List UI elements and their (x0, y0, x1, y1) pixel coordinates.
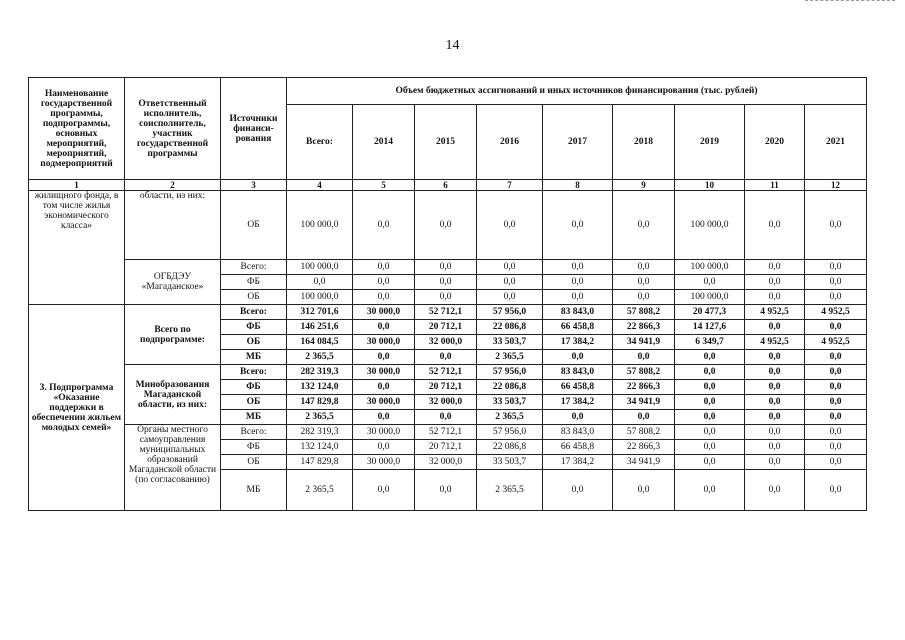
program-name-cell: жилищного фонда, в том числе жилья экономического класса» (29, 191, 125, 305)
value-cell: 0,0 (745, 365, 805, 380)
value-cell: 57 808,2 (613, 425, 675, 440)
source-cell: Всего: (221, 305, 287, 320)
source-cell: Всего: (221, 425, 287, 440)
executor-cell: Органы местного самоуправления муниципальных образований Магаданской области (по согласованию) (125, 425, 221, 511)
value-cell: 66 458,8 (543, 380, 613, 395)
value-cell: 0,0 (353, 320, 415, 335)
value-cell: 6 349,7 (675, 335, 745, 350)
value-cell: 132 124,0 (287, 440, 353, 455)
source-cell: ФБ (221, 275, 287, 290)
value-cell: 0,0 (745, 470, 805, 511)
value-cell: 0,0 (353, 380, 415, 395)
value-cell: 22 086,8 (477, 380, 543, 395)
value-cell: 0,0 (675, 440, 745, 455)
value-cell: 0,0 (805, 395, 867, 410)
header-row-top (29, 78, 867, 105)
source-cell: МБ (221, 410, 287, 425)
value-cell: 57 956,0 (477, 365, 543, 380)
column-number-row (29, 180, 867, 191)
value-cell: 0,0 (805, 320, 867, 335)
value-cell: 32 000,0 (415, 455, 477, 470)
value-cell: 0,0 (745, 275, 805, 290)
value-cell: 30 000,0 (353, 305, 415, 320)
value-cell: 0,0 (415, 260, 477, 275)
value-cell: 30 000,0 (353, 365, 415, 380)
source-cell: ОБ (221, 455, 287, 470)
value-cell: 0,0 (675, 395, 745, 410)
value-cell: 0,0 (613, 410, 675, 425)
value-cell: 0,0 (805, 470, 867, 511)
value-cell: 30 000,0 (353, 395, 415, 410)
value-cell: 33 503,7 (477, 455, 543, 470)
value-cell: 0,0 (477, 290, 543, 305)
value-cell: 57 808,2 (613, 305, 675, 320)
value-cell: 0,0 (543, 290, 613, 305)
value-cell: 0,0 (613, 290, 675, 305)
value-cell: 0,0 (613, 275, 675, 290)
value-cell: 0,0 (543, 350, 613, 365)
value-cell: 146 251,6 (287, 320, 353, 335)
value-cell: 0,0 (745, 410, 805, 425)
header-year: 2018 (613, 105, 675, 180)
value-cell: 0,0 (415, 290, 477, 305)
header-year: 2021 (805, 105, 867, 180)
value-cell: 132 124,0 (287, 380, 353, 395)
value-cell: 0,0 (675, 380, 745, 395)
value-cell: 0,0 (287, 275, 353, 290)
value-cell: 0,0 (675, 365, 745, 380)
value-cell: 0,0 (353, 290, 415, 305)
value-cell: 0,0 (613, 350, 675, 365)
value-cell: 0,0 (805, 290, 867, 305)
value-cell: 17 384,2 (543, 395, 613, 410)
value-cell: 0,0 (745, 425, 805, 440)
executor-cell: Всего по подпрограмме: (125, 305, 221, 365)
value-cell: 2 365,5 (477, 470, 543, 511)
header-executor: Ответственный исполнитель, соисполнитель, участник государственной программы (125, 78, 221, 180)
value-cell: 30 000,0 (353, 335, 415, 350)
value-cell: 100 000,0 (675, 260, 745, 275)
column-number: 7 (477, 180, 543, 191)
source-cell: ОБ (221, 290, 287, 305)
value-cell: 0,0 (805, 440, 867, 455)
table-row (29, 365, 867, 380)
header-year: 2020 (745, 105, 805, 180)
value-cell: 0,0 (745, 395, 805, 410)
value-cell: 52 712,1 (415, 305, 477, 320)
value-cell: 0,0 (675, 470, 745, 511)
column-number: 2 (125, 180, 221, 191)
value-cell: 34 941,9 (613, 395, 675, 410)
column-number: 5 (353, 180, 415, 191)
value-cell: 312 701,6 (287, 305, 353, 320)
column-number: 1 (29, 180, 125, 191)
value-cell: 282 319,3 (287, 425, 353, 440)
value-cell: 30 000,0 (353, 455, 415, 470)
value-cell: 0,0 (613, 470, 675, 511)
value-cell: 0,0 (745, 350, 805, 365)
executor-cell: Минобразования Магаданской области, из них: (125, 365, 221, 425)
value-cell: 0,0 (805, 425, 867, 440)
page-number: 14 (445, 38, 460, 53)
source-cell: ОБ (221, 395, 287, 410)
value-cell: 0,0 (353, 191, 415, 260)
value-cell: 0,0 (745, 290, 805, 305)
value-cell: 0,0 (675, 410, 745, 425)
value-cell: 0,0 (543, 260, 613, 275)
value-cell: 33 503,7 (477, 335, 543, 350)
value-cell: 22 086,8 (477, 440, 543, 455)
header-year: 2016 (477, 105, 543, 180)
value-cell: 0,0 (745, 440, 805, 455)
value-cell: 0,0 (805, 380, 867, 395)
header-year: Всего: (287, 105, 353, 180)
value-cell: 0,0 (805, 350, 867, 365)
value-cell: 100 000,0 (675, 290, 745, 305)
value-cell: 83 843,0 (543, 425, 613, 440)
table-row (29, 305, 867, 320)
header-source: Источники финанси-рования (221, 78, 287, 180)
table-row (29, 260, 867, 275)
value-cell: 0,0 (745, 455, 805, 470)
value-cell: 17 384,2 (543, 455, 613, 470)
value-cell: 147 829,8 (287, 455, 353, 470)
value-cell: 34 941,9 (613, 455, 675, 470)
value-cell: 20 712,1 (415, 440, 477, 455)
source-cell: Всего: (221, 260, 287, 275)
value-cell: 100 000,0 (287, 260, 353, 275)
value-cell: 14 127,6 (675, 320, 745, 335)
table-row (29, 425, 867, 440)
column-number: 6 (415, 180, 477, 191)
value-cell: 0,0 (477, 260, 543, 275)
value-cell: 83 843,0 (543, 305, 613, 320)
source-cell: Всего: (221, 365, 287, 380)
value-cell: 57 808,2 (613, 365, 675, 380)
value-cell: 282 319,3 (287, 365, 353, 380)
value-cell: 0,0 (543, 191, 613, 260)
value-cell: 2 365,5 (477, 410, 543, 425)
value-cell: 52 712,1 (415, 425, 477, 440)
value-cell: 147 829,8 (287, 395, 353, 410)
value-cell: 0,0 (353, 275, 415, 290)
value-cell: 0,0 (745, 320, 805, 335)
value-cell: 57 956,0 (477, 425, 543, 440)
value-cell: 33 503,7 (477, 395, 543, 410)
value-cell: 100 000,0 (287, 290, 353, 305)
scan-edge-mark (805, 0, 895, 4)
value-cell: 2 365,5 (477, 350, 543, 365)
executor-cell: ОГБДЭУ «Магаданское» (125, 260, 221, 305)
value-cell: 0,0 (805, 455, 867, 470)
executor-cell: области, из них: (125, 191, 221, 260)
value-cell: 32 000,0 (415, 395, 477, 410)
source-cell: ОБ (221, 191, 287, 260)
column-number: 8 (543, 180, 613, 191)
value-cell: 34 941,9 (613, 335, 675, 350)
header-budget-group: Объем бюджетных ассигнований и иных источников финансирования (тыс. рублей) (287, 78, 867, 105)
value-cell: 0,0 (805, 191, 867, 260)
value-cell: 30 000,0 (353, 425, 415, 440)
value-cell: 0,0 (805, 275, 867, 290)
value-cell: 2 365,5 (287, 350, 353, 365)
value-cell: 4 952,5 (745, 335, 805, 350)
source-cell: ОБ (221, 335, 287, 350)
value-cell: 32 000,0 (415, 335, 477, 350)
value-cell: 0,0 (675, 455, 745, 470)
value-cell: 22 086,8 (477, 320, 543, 335)
value-cell: 0,0 (415, 275, 477, 290)
value-cell: 0,0 (613, 260, 675, 275)
value-cell: 20 712,1 (415, 380, 477, 395)
column-number: 3 (221, 180, 287, 191)
value-cell: 0,0 (353, 410, 415, 425)
value-cell: 0,0 (477, 191, 543, 260)
program-name-cell: 3. Подпрограмма «Оказание поддержки в обеспечении жильем молодых семей» (29, 305, 125, 511)
value-cell: 0,0 (675, 350, 745, 365)
value-cell: 0,0 (415, 470, 477, 511)
column-number: 10 (675, 180, 745, 191)
source-cell: ФБ (221, 440, 287, 455)
value-cell: 66 458,8 (543, 440, 613, 455)
value-cell: 0,0 (353, 350, 415, 365)
header-year: 2017 (543, 105, 613, 180)
column-number: 9 (613, 180, 675, 191)
value-cell: 2 365,5 (287, 410, 353, 425)
header-year: 2014 (353, 105, 415, 180)
value-cell: 4 952,5 (805, 335, 867, 350)
value-cell: 17 384,2 (543, 335, 613, 350)
value-cell: 0,0 (745, 260, 805, 275)
value-cell: 66 458,8 (543, 320, 613, 335)
value-cell: 0,0 (675, 275, 745, 290)
value-cell: 0,0 (805, 260, 867, 275)
value-cell: 0,0 (353, 470, 415, 511)
column-number: 4 (287, 180, 353, 191)
value-cell: 20 477,3 (675, 305, 745, 320)
value-cell: 22 866,3 (613, 440, 675, 455)
value-cell: 100 000,0 (675, 191, 745, 260)
source-cell: МБ (221, 350, 287, 365)
value-cell: 20 712,1 (415, 320, 477, 335)
value-cell: 57 956,0 (477, 305, 543, 320)
header-year: 2019 (675, 105, 745, 180)
value-cell: 0,0 (353, 440, 415, 455)
value-cell: 2 365,5 (287, 470, 353, 511)
header-program: Наименование государственной программы, подпрограммы, основных мероприятий, мероприятий, подмероприятий (29, 78, 125, 180)
header-year: 2015 (415, 105, 477, 180)
value-cell: 0,0 (745, 191, 805, 260)
value-cell: 0,0 (805, 410, 867, 425)
budget-table (28, 77, 867, 511)
column-number: 11 (745, 180, 805, 191)
value-cell: 100 000,0 (287, 191, 353, 260)
value-cell: 0,0 (477, 275, 543, 290)
value-cell: 4 952,5 (805, 305, 867, 320)
value-cell: 0,0 (543, 275, 613, 290)
value-cell: 0,0 (543, 410, 613, 425)
value-cell: 0,0 (353, 260, 415, 275)
value-cell: 0,0 (415, 350, 477, 365)
value-cell: 0,0 (415, 410, 477, 425)
value-cell: 83 843,0 (543, 365, 613, 380)
value-cell: 0,0 (613, 191, 675, 260)
value-cell: 0,0 (415, 191, 477, 260)
value-cell: 4 952,5 (745, 305, 805, 320)
value-cell: 22 866,3 (613, 380, 675, 395)
value-cell: 0,0 (543, 470, 613, 511)
table-row (29, 191, 867, 260)
value-cell: 164 084,5 (287, 335, 353, 350)
value-cell: 0,0 (805, 365, 867, 380)
value-cell: 0,0 (745, 380, 805, 395)
source-cell: ФБ (221, 320, 287, 335)
value-cell: 0,0 (675, 425, 745, 440)
value-cell: 52 712,1 (415, 365, 477, 380)
column-number: 12 (805, 180, 867, 191)
source-cell: ФБ (221, 380, 287, 395)
value-cell: 22 866,3 (613, 320, 675, 335)
source-cell: МБ (221, 470, 287, 511)
